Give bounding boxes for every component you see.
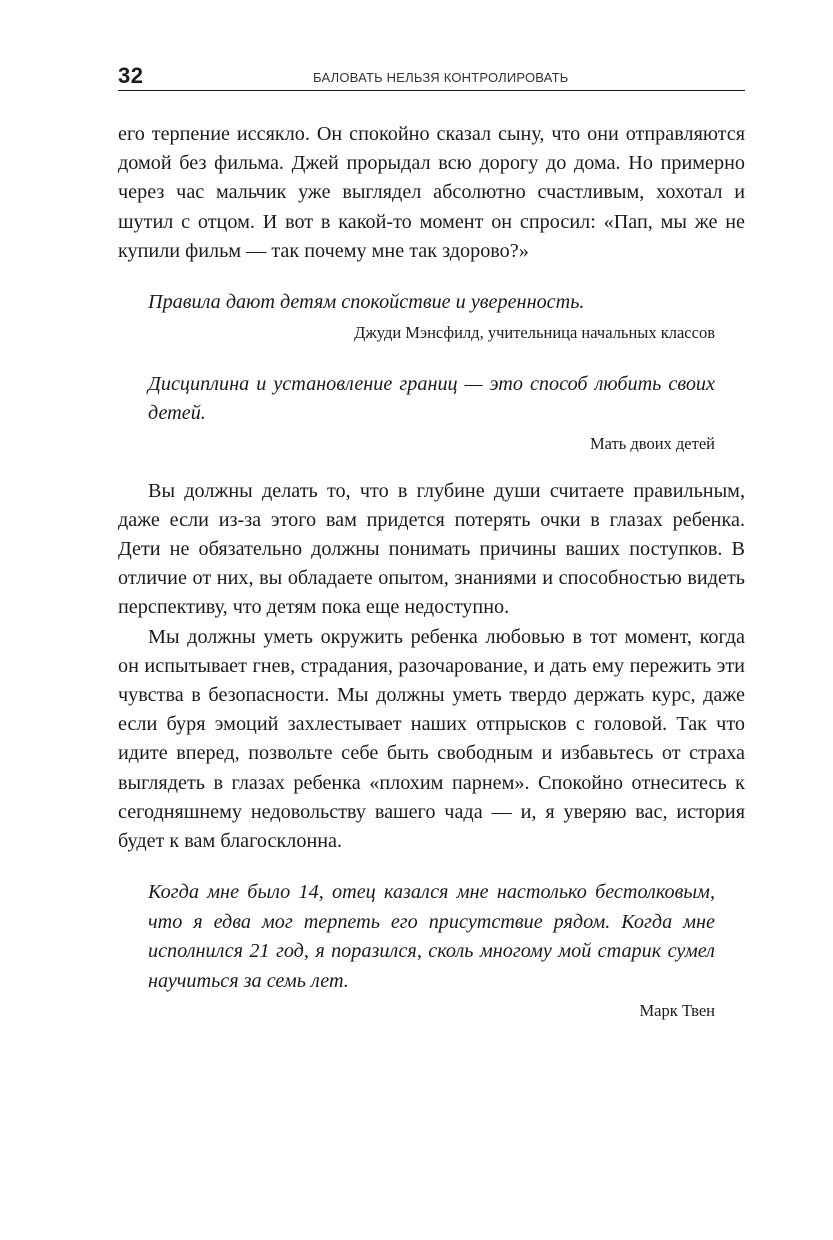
quote-author: Марк Твен xyxy=(639,1001,715,1021)
paragraph: Мы должны уметь окружить ребенка любовью в тот момент, когда он испытывает гнев, страдания, разочарование, и дать ему пережить эти чувства в безопасности. Мы должны уметь твердо держать курс, даже если буря эмоций захлестывает наших отпрысков с головой. Так что идите вперед, позвольте себе быть свободным и избавьтесь от страха выглядеть в глазах ребенка «плохим парнем». Спокойно отнеситесь к сегодняшнему недовольству вашего чада — и, я уверяю вас, история будет к вам благосклонна. xyxy=(118,625,745,852)
running-header xyxy=(118,64,745,91)
epigraph-quote-discipline xyxy=(148,370,715,455)
quote-text: Когда мне было 14, отец казался мне настолько бестолковым, что я едва мог терпеть его присутствие рядом. Когда мне исполнился 21 год, я поразился, сколь многому мой старик сумел научиться за семь лет. xyxy=(148,881,715,992)
running-title: БАЛОВАТЬ НЕЛЬЗЯ КОНТРОЛИРОВАТЬ xyxy=(313,70,569,85)
epigraph-quote-rules xyxy=(148,288,715,344)
paragraph: Вы должны делать то, что в глубине души считаете правильным, даже если из-за этого вам придется потерять очки в глазах ребенка. Дети не обязательно должны понимать причины ваших поступков. В отличие от них, вы обладаете опытом, знаниями и способностью видеть перспективу, что детям пока еще недоступно. xyxy=(118,479,745,619)
book-page xyxy=(118,64,745,1022)
epigraph-quote-twain xyxy=(148,878,715,1022)
quote-author: Джуди Мэнсфилд, учительница начальных классов xyxy=(354,322,715,342)
continued-paragraph-block xyxy=(118,120,745,266)
page-number: 32 xyxy=(118,63,144,88)
quote-text: Дисциплина и установление границ — это способ любить своих детей. xyxy=(148,372,715,425)
quote-text: Правила дают детям спокойствие и уверенность. xyxy=(148,291,585,314)
main-paragraph-block xyxy=(118,477,745,857)
paragraph-continued: его терпение иссякло. Он спокойно сказал сыну, что они отправляются домой без фильма. Джей прорыдал всю дорогу до дома. Но примерно через час мальчик уже выглядел абсолютно счастливым, хохотал и шутил с отцом. И вот в какой-то момент он спросил: «Пап, мы же не купили фильм — так почему мне так здорово?» xyxy=(118,123,745,262)
quote-author: Мать двоих детей xyxy=(589,433,715,453)
